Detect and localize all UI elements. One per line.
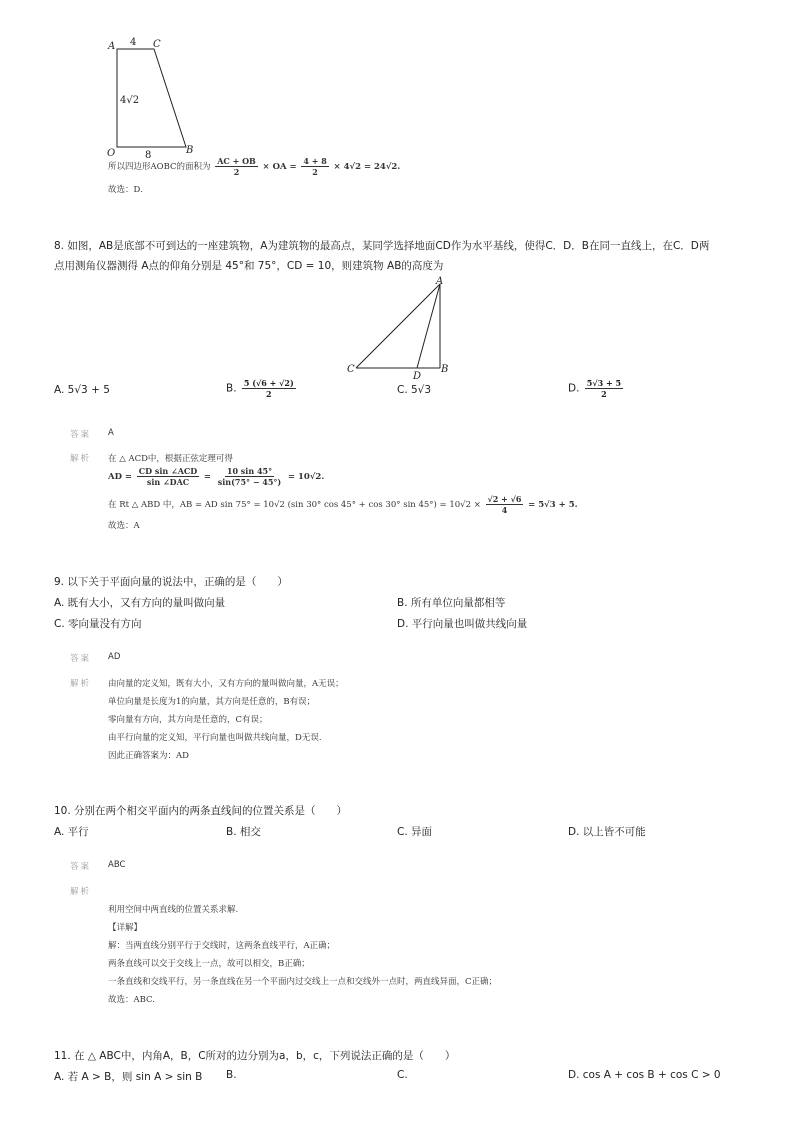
label-A: A (108, 41, 116, 52)
q8-explain-label: 解析 (70, 454, 92, 464)
q9-explain-line: 因此正确答案为：AD (108, 751, 189, 761)
q9-explain-line: 零向量有方向，其方向是任意的，C有误； (108, 715, 268, 725)
q8-question-line1: 8. 如图，AB是底部不可到达的一座建筑物，A为建筑物的最高点，某同学选择地面CD作为水平基线，使得C．D．B在同一直线上，在C．D两 (54, 240, 710, 252)
q8-option-b[interactable]: B. $\frac{5 (√6 + √2)}{2}$ (226, 378, 294, 399)
q10-explain-label: 解析 (70, 887, 92, 897)
q8-answer: A (108, 428, 114, 438)
label-C: C (153, 39, 161, 50)
q8-option-c[interactable]: C. 5√3 (397, 384, 432, 396)
q9-explain-line: 单位向量是长度为1的向量，其方向是任意的，B有误； (108, 697, 316, 707)
q8-answer-label: 答案 (70, 430, 92, 440)
q8-explain-line3: 在 Rt △ ABD 中，AB = AD sin 75° = 10√2 (sin 30° cos 45° + cos 30° sin 45°) = 10√2 × $\frac{√2 + √6}{4}$ = 5√3 + 5. (108, 494, 578, 515)
q11-question: 11. 在 △ ABC中，内角A，B，C所对的边分别为a，b，c，下列说法正确的是（ ） (54, 1050, 456, 1062)
label-top-length: 4 (130, 37, 137, 48)
label-bottom-length: 8 (145, 150, 152, 160)
label-B: B (186, 145, 194, 156)
q9-explain-label: 解析 (70, 679, 92, 689)
q9-question: 9. 以下关于平面向量的说法中，正确的是（ ） (54, 576, 288, 588)
q10-explain-line: 一条直线和交线平行，另一条直线在另一个平面内过交线上一点和交线外一点时，两直线异面，C正确； (108, 977, 498, 987)
q9-option-d[interactable]: D. 平行向量也叫做共线向量 (397, 618, 528, 630)
q9-explain-line: 由向量的定义知，既有大小，又有方向的量叫做向量，A无误； (108, 679, 344, 689)
q10-answer-label: 答案 (70, 862, 92, 872)
q11-option-a[interactable]: A. 若 A > B，则 sin A > sin B (54, 1071, 203, 1083)
q10-explain-line: 故选：ABC. (108, 995, 155, 1005)
q9-answer: AD (108, 652, 121, 662)
q10-option-d[interactable]: D. 以上皆不可能 (568, 826, 646, 838)
label-A: A (436, 276, 444, 287)
q7-conclusion: 故选：D. (108, 185, 143, 195)
label-D: D (413, 371, 422, 382)
q9-option-a[interactable]: A. 既有大小，又有方向的量叫做向量 (54, 597, 226, 609)
q8-explain-line2: AD = $\frac{\text{CD sin ∠ACD}}{\text{sin ∠DAC}}$ = $\frac{10 \sin 45^\circ}{\sin(75^\circ - 45^\circ)}$ = 10√2. (108, 466, 325, 487)
q10-option-a[interactable]: A. 平行 (54, 826, 89, 838)
trapezoid-figure (100, 34, 210, 160)
q8-option-a[interactable]: A. 5√3 + 5 (54, 384, 110, 396)
q8-explain-line4: 故选：A (108, 521, 140, 531)
q9-answer-label: 答案 (70, 654, 92, 664)
q10-explain-line: 解：当两直线分别平行于交线时，这两条直线平行，A正确； (108, 941, 336, 951)
q8-explain-line1: 在 △ ACD中，根据正弦定理可得 (108, 454, 233, 464)
q9-explain-line: 由平行向量的定义知，平行向量也叫做共线向量，D无误. (108, 733, 322, 743)
q11-option-b[interactable]: B. (226, 1069, 237, 1081)
q7-area-line: 所以四边形AOBC的面积为 $\frac{AC + OB}{2}$ × OA = $\frac{4 + 8}{2}$ × 4√2 = 24√2. (108, 156, 401, 177)
q10-option-c[interactable]: C. 异面 (397, 826, 433, 838)
label-C: C (347, 364, 355, 375)
building-figure (342, 274, 462, 384)
q10-explain-line: 两条直线可以交于交线上一点，故可以相交，B正确； (108, 959, 310, 969)
q8-question-line2: 点用测角仪器测得 A点的仰角分别是 45°和 75°，CD = 10，则建筑物 AB的高度为 (54, 260, 444, 272)
q9-option-c[interactable]: C. 零向量没有方向 (54, 618, 142, 630)
q8-option-d[interactable]: D. $\frac{5√3 + 5}{2}$ (568, 378, 622, 399)
q10-explain-line: 利用空间中两直线的位置关系求解. (108, 905, 239, 915)
q11-option-d[interactable]: D. cos A + cos B + cos C > 0 (568, 1069, 721, 1081)
label-side-length: 4√2 (120, 95, 140, 106)
q10-question: 10. 分别在两个相交平面内的两条直线间的位置关系是（ ） (54, 805, 348, 817)
q11-option-c[interactable]: C. (397, 1069, 408, 1081)
label-O: O (107, 148, 116, 159)
label-B: B (441, 364, 449, 375)
q10-explain-line: 【详解】 (108, 923, 143, 933)
q10-answer: ABC (108, 860, 126, 870)
q9-option-b[interactable]: B. 所有单位向量都相等 (397, 597, 506, 609)
q10-option-b[interactable]: B. 相交 (226, 826, 261, 838)
